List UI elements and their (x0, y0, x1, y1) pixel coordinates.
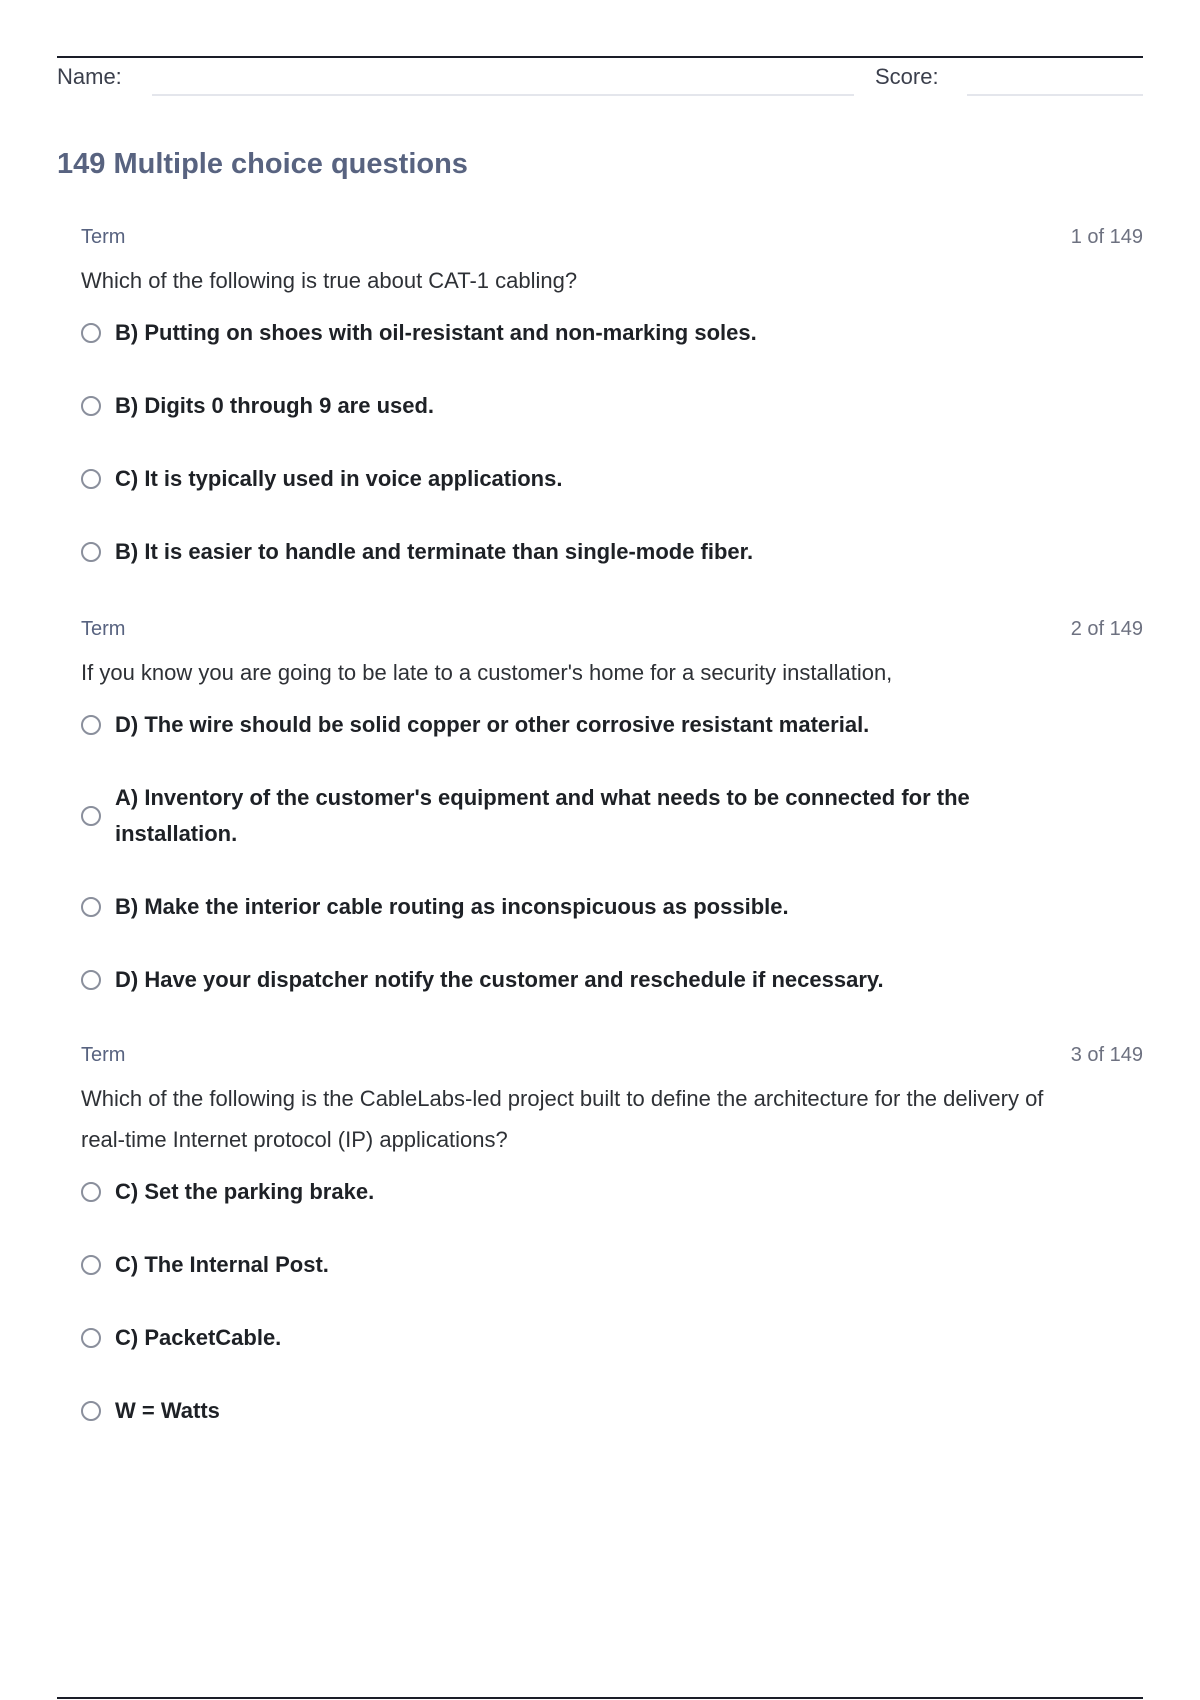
answer-options (81, 1174, 1143, 1429)
question-prompt: Which of the following is true about CAT-1 cabling? (81, 268, 578, 293)
term-label: Term (81, 618, 126, 640)
answer-option-text: B) It is easier to handle and terminate than single-mode fiber. (115, 539, 754, 564)
worksheet-page (57, 0, 1143, 1700)
question-meta (81, 226, 1143, 252)
answer-option[interactable] (81, 707, 1143, 743)
top-divider (57, 56, 1143, 58)
question-3 (81, 1044, 1143, 1466)
answer-option-text: W = Watts (115, 1398, 220, 1423)
question-2 (81, 618, 1143, 1035)
answer-option-text: B) Digits 0 through 9 are used. (115, 393, 435, 418)
question-counter: 3 of 149 (1070, 1044, 1143, 1066)
radio-button-icon[interactable] (81, 897, 101, 917)
radio-button-icon[interactable] (81, 970, 101, 990)
question-prompt: If you know you are going to be late to a customer's home for a security installation, (81, 660, 893, 685)
answer-option[interactable] (81, 461, 1143, 497)
answer-option-text: D) The wire should be solid copper or other corrosive resistant material. (115, 712, 870, 737)
answer-option[interactable] (81, 780, 1143, 852)
score-field-line[interactable] (967, 94, 1143, 96)
answer-option-text: C) The Internal Post. (115, 1252, 329, 1277)
answer-options (81, 707, 1143, 998)
answer-option-text: B) Make the interior cable routing as inconspicuous as possible. (115, 894, 789, 919)
radio-button-icon[interactable] (81, 323, 101, 343)
answer-option[interactable] (81, 1174, 1143, 1210)
question-counter: 2 of 149 (1070, 618, 1143, 640)
radio-button-icon[interactable] (81, 806, 101, 826)
answer-options (81, 315, 1143, 570)
answer-option[interactable] (81, 1247, 1143, 1283)
answer-option-text: B) Putting on shoes with oil-resistant and non-marking soles. (115, 320, 757, 345)
bottom-divider (57, 1697, 1143, 1699)
radio-button-icon[interactable] (81, 469, 101, 489)
answer-option-text: D) Have your dispatcher notify the customer and reschedule if necessary. (115, 967, 884, 992)
term-label: Term (81, 1044, 126, 1066)
question-counter: 1 of 149 (1070, 226, 1143, 248)
radio-button-icon[interactable] (81, 1255, 101, 1275)
answer-option-text: C) PacketCable. (115, 1325, 282, 1350)
radio-button-icon[interactable] (81, 396, 101, 416)
answer-option[interactable] (81, 962, 1143, 998)
question-meta (81, 618, 1143, 644)
name-field-line[interactable] (152, 94, 854, 96)
answer-option-text: C) It is typically used in voice applications. (115, 466, 563, 491)
radio-button-icon[interactable] (81, 1328, 101, 1348)
question-1 (81, 226, 1143, 607)
worksheet-header (57, 62, 1143, 98)
answer-option[interactable] (81, 1393, 1143, 1429)
name-label: Name: (57, 64, 122, 89)
answer-option[interactable] (81, 315, 1143, 351)
section-title: 149 Multiple choice questions (57, 148, 468, 180)
radio-button-icon[interactable] (81, 1182, 101, 1202)
answer-option[interactable] (81, 534, 1143, 570)
answer-option[interactable] (81, 889, 1143, 925)
question-prompt: Which of the following is the CableLabs-led project built to define the architecture for the delivery of real-time Internet protocol (IP) applications? (81, 1086, 1044, 1152)
answer-option[interactable] (81, 388, 1143, 424)
answer-option-text: A) Inventory of the customer's equipment and what needs to be connected for the installation. (115, 785, 970, 846)
answer-option-text: C) Set the parking brake. (115, 1179, 375, 1204)
score-label: Score: (875, 64, 939, 89)
radio-button-icon[interactable] (81, 715, 101, 735)
radio-button-icon[interactable] (81, 542, 101, 562)
answer-option[interactable] (81, 1320, 1143, 1356)
term-label: Term (81, 226, 126, 248)
radio-button-icon[interactable] (81, 1401, 101, 1421)
question-meta (81, 1044, 1143, 1070)
